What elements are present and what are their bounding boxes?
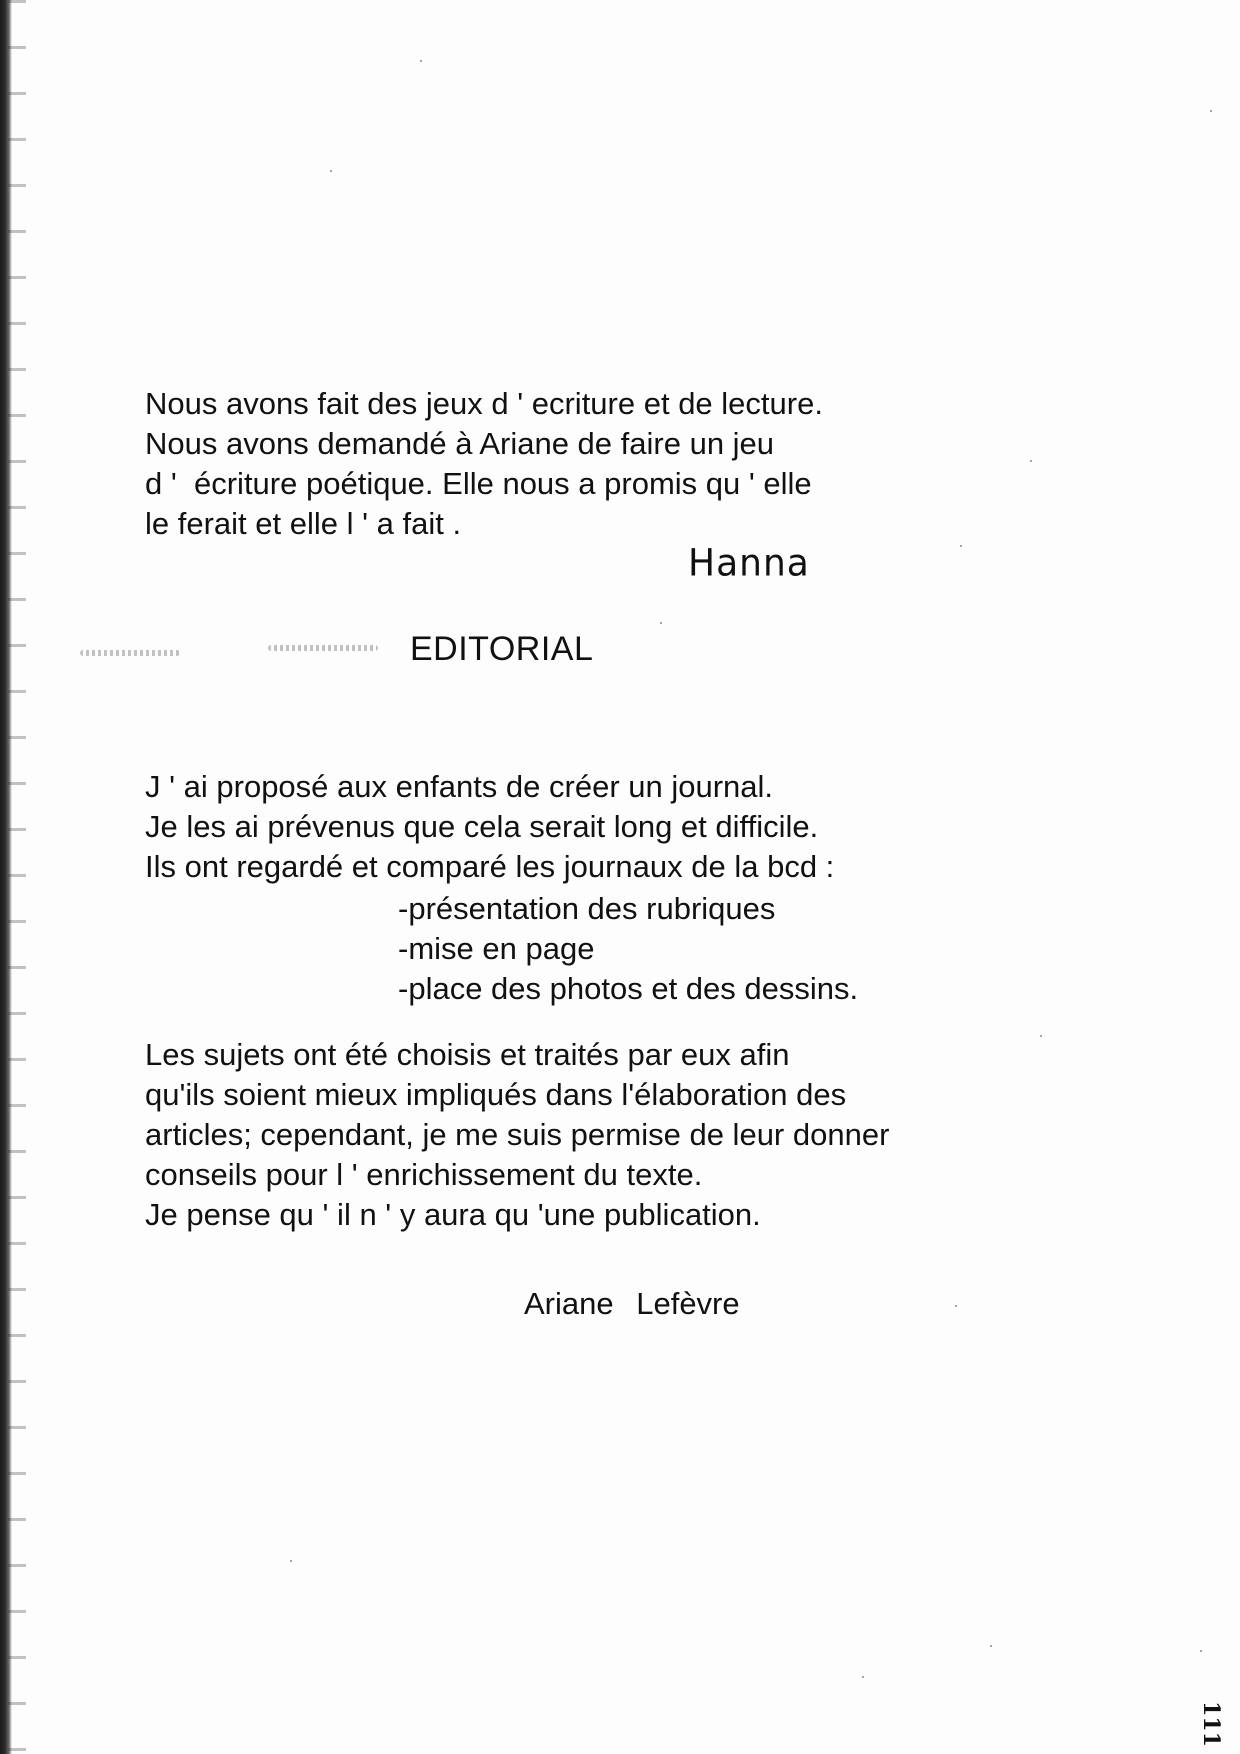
editorial-line: Ils ont regardé et comparé les journaux de la bcd : [145,849,835,884]
scan-speck [1210,110,1212,112]
editorial-title: EDITORIAL [410,630,594,668]
editorial-line: articles; cependant, je me suis permise de leur donner [145,1117,890,1152]
scan-speck [420,60,422,62]
intro-line: d ' écriture poétique. Elle nous a promis qu ' elle [145,466,812,501]
scan-smudge [80,650,180,656]
page-number: 111 [1198,1701,1224,1747]
editorial-paragraph-2 [145,1035,889,1235]
editorial-line: qu'ils soient mieux impliqués dans l'élaboration des [145,1077,847,1112]
scan-speck [1200,1650,1202,1652]
editorial-paragraph-1 [145,767,834,887]
intro-signature: Hanna [688,541,810,586]
scan-speck [990,1645,992,1647]
scan-speck [960,545,962,547]
editorial-line: Les sujets ont été choisis et traités par eux afin [145,1037,790,1072]
scan-speck [1030,460,1032,462]
editorial-signature: Ariane Lefèvre [524,1286,740,1321]
rubric-item: -place des photos et des dessins. [398,971,859,1006]
intro-line: le ferait et elle l ' a fait . [145,506,462,541]
intro-line: Nous avons fait des jeux d ' ecriture et de lecture. [145,386,823,421]
rubric-list [398,889,858,1009]
editorial-line: Je pense qu ' il n ' y aura qu 'une publication. [145,1197,761,1232]
rubric-item: -mise en page [398,931,595,966]
scan-speck [290,1560,292,1562]
rubric-item: -présentation des rubriques [398,891,776,926]
intro-paragraph [145,384,823,544]
editorial-line: Je les ai prévenus que cela serait long et difficile. [145,809,819,844]
binding-edge-texture [8,0,26,1754]
scan-smudge [268,645,378,651]
editorial-line: conseils pour l ' enrichissement du texte. [145,1157,703,1192]
scan-speck [1040,1035,1042,1037]
intro-line: Nous avons demandé à Ariane de faire un jeu [145,426,775,461]
scan-speck [660,622,662,624]
scan-speck [955,1305,957,1307]
scan-speck [330,170,332,172]
editorial-line: J ' ai proposé aux enfants de créer un journal. [145,769,774,804]
scan-speck [862,1676,864,1678]
